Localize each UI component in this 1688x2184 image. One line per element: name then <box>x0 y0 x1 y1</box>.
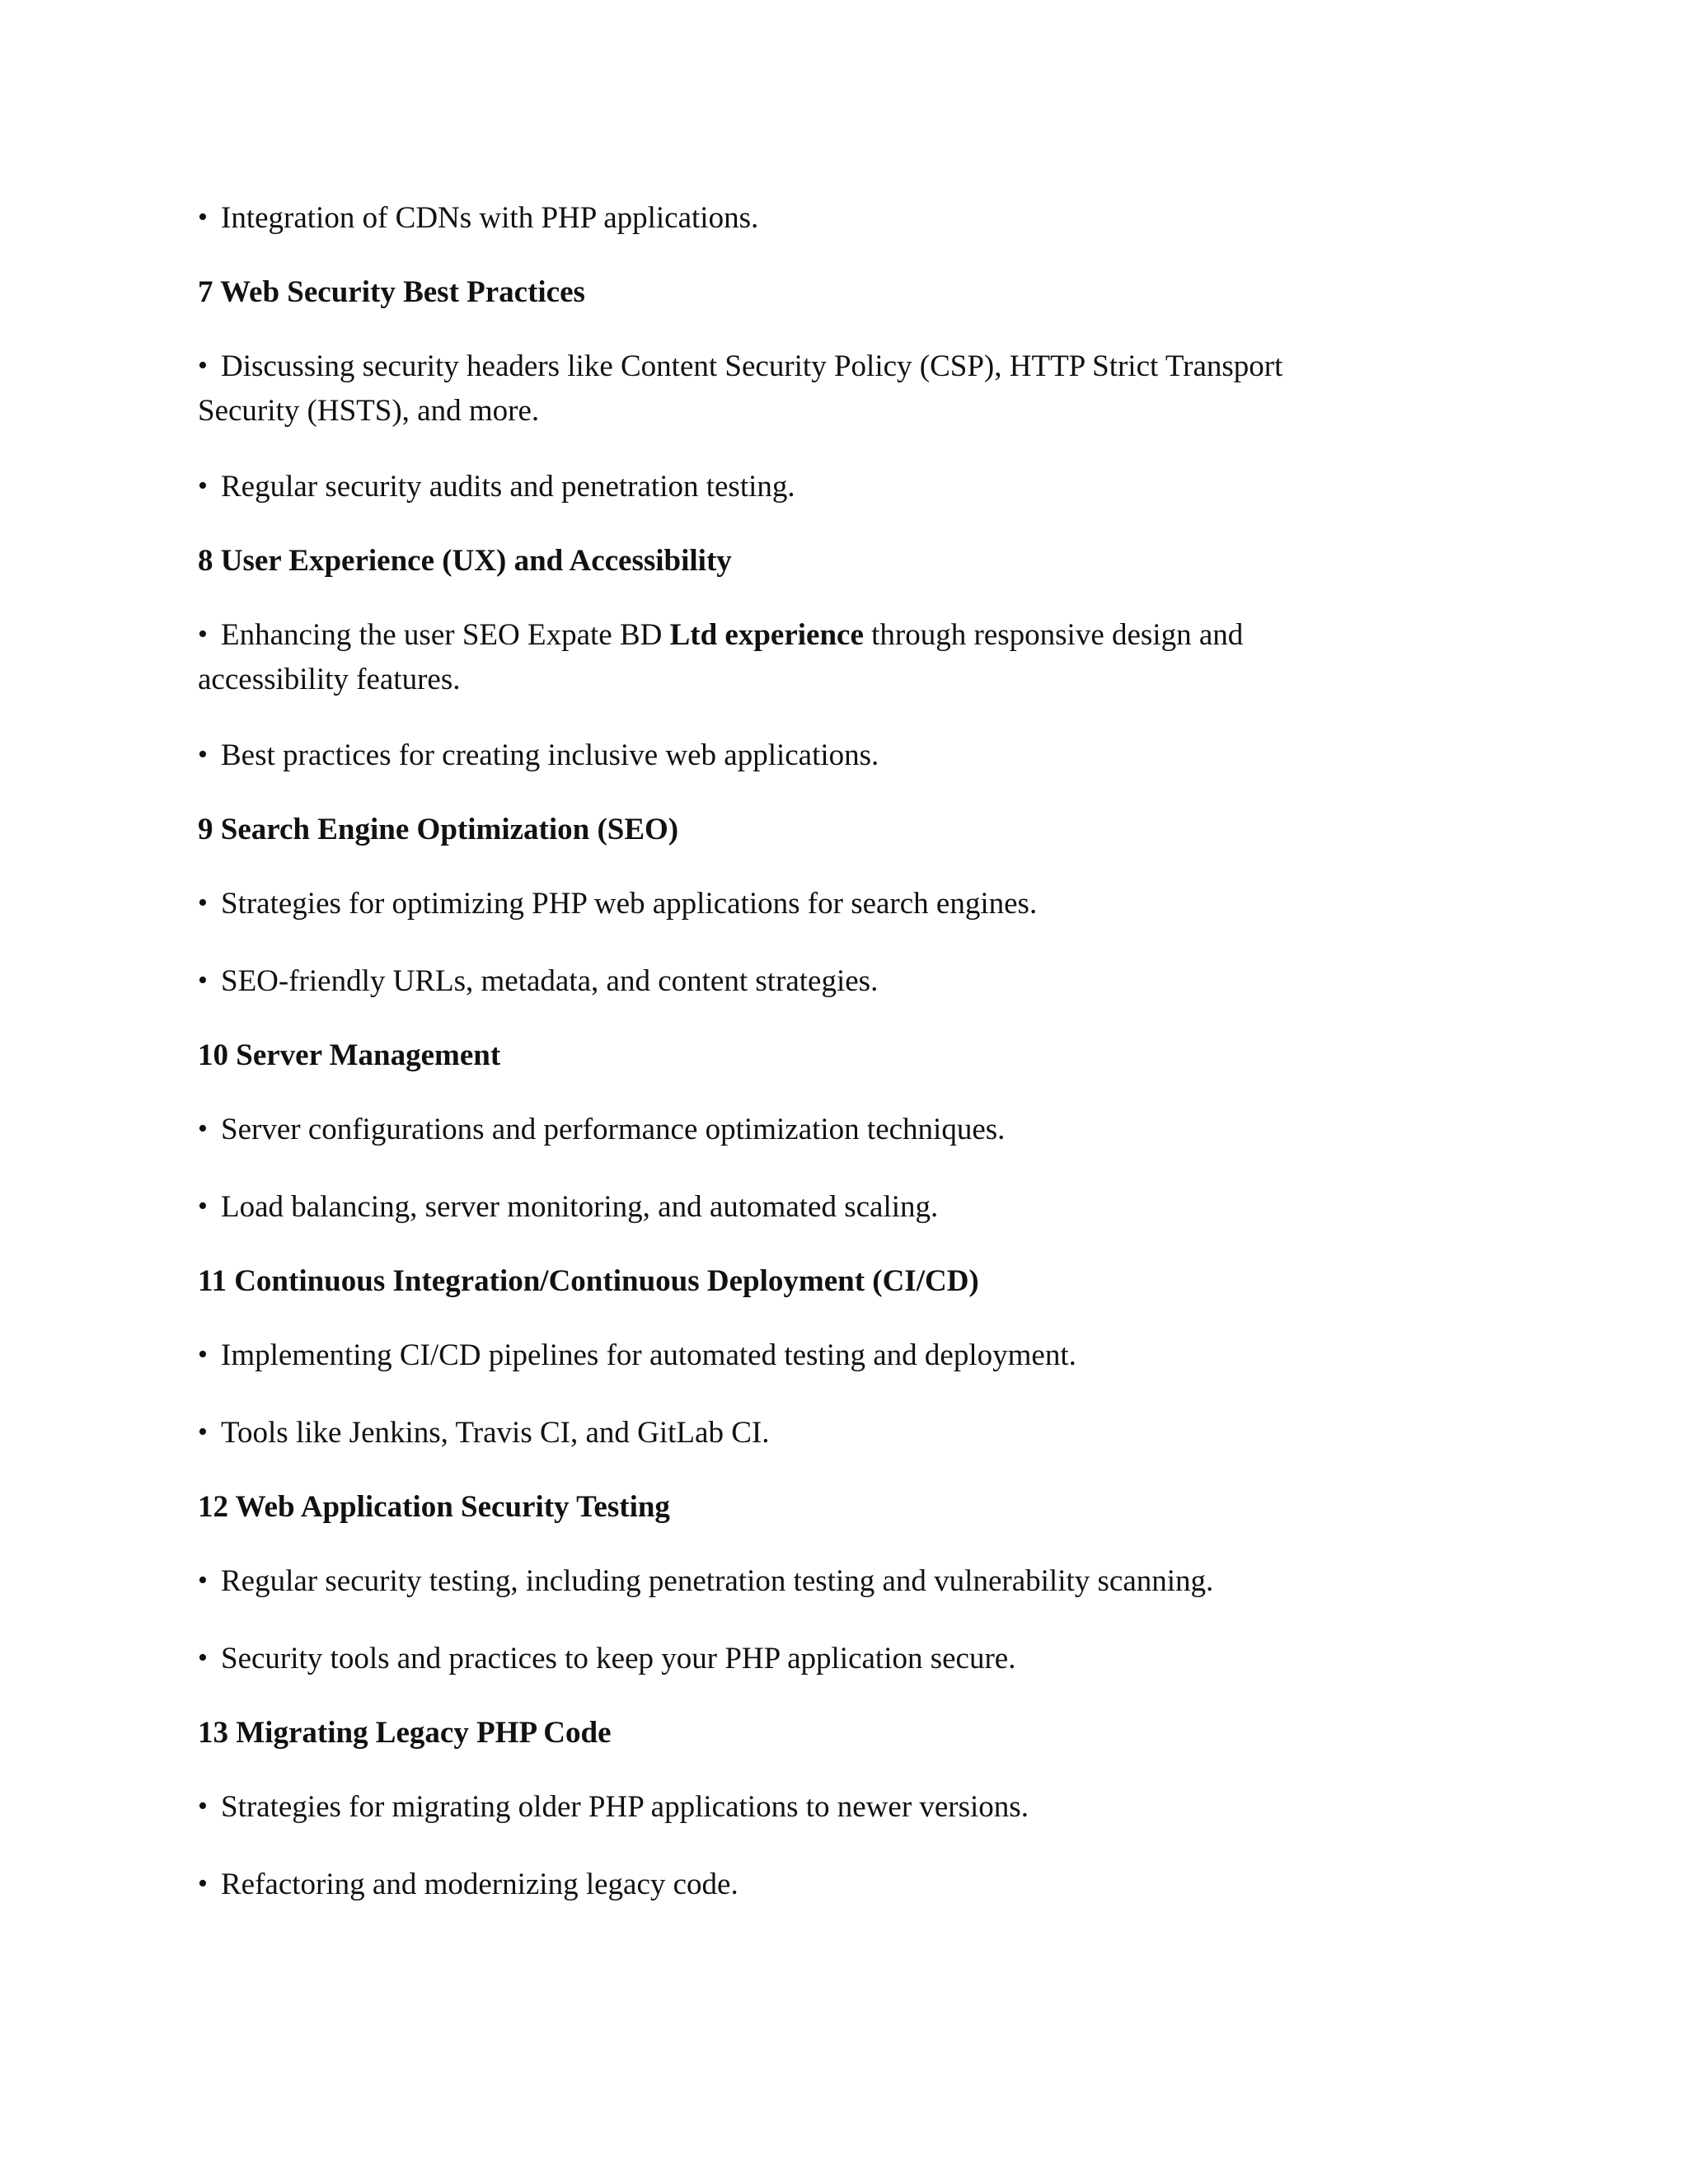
section-heading-ci-cd: 11 Continuous Integration/Continuous Deployment (CI/CD) <box>198 1264 979 1298</box>
bullet-text: Strategies for migrating older PHP applications to newer versions. <box>221 1790 1029 1824</box>
bullet-text: Server configurations and performance optimization techniques. <box>221 1113 1006 1146</box>
bullet-item <box>198 959 878 1005</box>
bullet-text: Refactoring and modernizing legacy code. <box>221 1868 738 1901</box>
bullet-icon: • <box>198 965 208 996</box>
bullet-text: Implementing CI/CD pipelines for automated testing and deployment. <box>221 1338 1076 1372</box>
section-heading-web-security: 7 Web Security Best Practices <box>198 275 585 309</box>
bullet-text: SEO-friendly URLs, metadata, and content strategies. <box>221 964 879 998</box>
bullet-icon: • <box>198 1791 208 1821</box>
bullet-item <box>198 733 879 779</box>
bullet-item <box>198 1637 1015 1682</box>
bullet-text: Regular security audits and penetration testing. <box>221 470 795 504</box>
bullet-item <box>198 1559 1213 1605</box>
bullet-icon: • <box>198 1868 208 1899</box>
bullet-text: Discussing security headers like Content Security Policy (CSP), HTTP Strict Transport <box>221 349 1283 383</box>
document-page <box>198 0 1451 2184</box>
bullet-item <box>198 465 795 510</box>
bullet-text-continuation: Security (HSTS), and more. <box>198 394 540 428</box>
section-heading-security-testing: 12 Web Application Security Testing <box>198 1490 670 1524</box>
bullet-icon: • <box>198 1417 208 1447</box>
bullet-text: Integration of CDNs with PHP applications. <box>221 201 759 235</box>
bullet-icon: • <box>198 1565 208 1596</box>
section-heading-ux: 8 User Experience (UX) and Accessibility <box>198 544 732 578</box>
bullet-icon: • <box>198 1339 208 1370</box>
bullet-item <box>198 1333 1076 1379</box>
bullet-icon: • <box>198 1643 208 1673</box>
bullet-text: through responsive design and <box>863 618 1244 652</box>
bullet-icon: • <box>198 888 208 918</box>
bullet-text-continuation: accessibility features. <box>198 663 461 696</box>
bullet-text: Best practices for creating inclusive web applications. <box>221 738 879 772</box>
bullet-icon: • <box>198 1113 208 1144</box>
bullet-item <box>198 1863 738 1908</box>
bullet-item <box>198 1185 938 1230</box>
section-heading-seo: 9 Search Engine Optimization (SEO) <box>198 813 679 846</box>
bullet-text: Security tools and practices to keep your PHP application secure. <box>221 1642 1016 1675</box>
bullet-item <box>198 196 758 241</box>
bullet-text: Regular security testing, including penetration testing and vulnerability scanning. <box>221 1564 1214 1598</box>
bullet-item <box>198 882 1037 927</box>
bullet-item <box>198 1411 769 1456</box>
bullet-icon: • <box>198 350 208 381</box>
bullet-icon: • <box>198 739 208 770</box>
bullet-icon: • <box>198 1191 208 1221</box>
bullet-item <box>198 1785 1029 1830</box>
section-heading-legacy-code: 13 Migrating Legacy PHP Code <box>198 1716 612 1750</box>
bullet-text: Strategies for optimizing PHP web applications for search engines. <box>221 887 1038 921</box>
bullet-icon: • <box>198 202 208 232</box>
bullet-item <box>198 1108 1005 1153</box>
bullet-item <box>198 613 1243 658</box>
bullet-icon: • <box>198 619 208 649</box>
bullet-text: Enhancing the user SEO Expate BD <box>221 618 670 652</box>
section-heading-server-management: 10 Server Management <box>198 1038 501 1072</box>
bullet-text: Load balancing, server monitoring, and automated scaling. <box>221 1190 939 1224</box>
bullet-item <box>198 344 1282 390</box>
bold-text: Ltd experience <box>669 618 864 652</box>
bullet-text: Tools like Jenkins, Travis CI, and GitLab CI. <box>221 1416 770 1450</box>
bullet-icon: • <box>198 471 208 501</box>
